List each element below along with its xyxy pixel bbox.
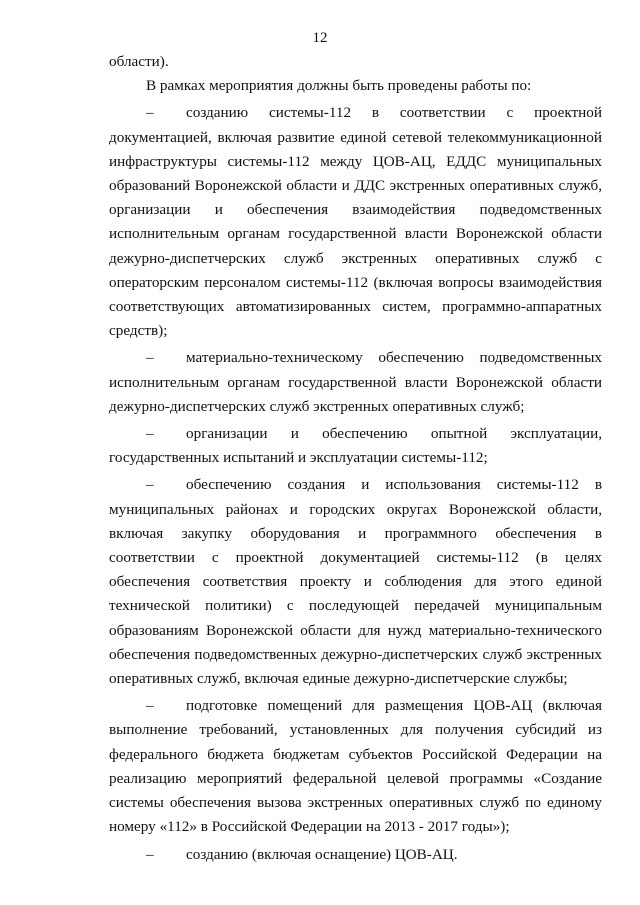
list-item-center-creation <box>109 843 602 867</box>
dash-marker: – <box>146 104 154 122</box>
list-item-text: обеспечению создания и использования системы-112 в муниципальных районах и городских округах Воронежской области, включая закупку оборудования и программного обеспечения в соответствии с проектной документацией системы-112 (в целях обеспечения соответствия проекту и соблюдения для этого единой технической политики) с последующей передачей муниципальным образованиям Воронежской области для нужд материально-технического обеспечения подведомственных дежурно-диспетчерских служб экстренных оперативных служб, включая единые дежурно-диспетчерские службы; <box>109 476 602 688</box>
list-item-text: организации и обеспечению опытной эксплуатации, государственных испытаний и эксплуатации системы-112; <box>109 425 602 467</box>
dash-marker: – <box>146 425 154 443</box>
list-item-text: созданию (включая оснащение) ЦОВ-АЦ. <box>186 845 458 863</box>
list-item-municipal-usage <box>109 473 602 691</box>
dash-marker: – <box>146 845 154 863</box>
list-item-text: подготовке помещений для размещения ЦОВ-АЦ (включая выполнение требований, установленных для получения субсидий из федерального бюджета бюджетам субъектов Российской Федерации на реализацию мероприятий федеральной целевой программы «Создание системы обеспечения вызова экстренных оперативных служб по единому номеру «112» в Российской Федерации на 2013 - 2017 годы»); <box>109 697 602 836</box>
dash-marker: – <box>146 476 154 494</box>
list-item-text: созданию системы-112 в соответствии с проектной документацией, включая развитие единой сетевой телекоммуникационной инфраструктуры системы-112 между ЦОВ-АЦ, ЕДДС муниципальных образований Воронежской области и ДДС экстренных оперативных служб, организации и обеспечения взаимодействия подведомственных исполнительным органам государственной власти Воронежской области дежурно-диспетчерских служб экстренных оперативных служб с операторским персоналом системы-112 (включая вопросы взаимодействия соответствующих автоматизированных систем, программно-аппаратных средств); <box>109 104 602 340</box>
list-item-material-support <box>109 346 602 419</box>
document-body <box>109 50 602 867</box>
list-item-premises-preparation <box>109 694 602 839</box>
list-item-text: материально-техническому обеспечению подведомственных исполнительным органам государственной власти Воронежской области дежурно-диспетчерских служб экстренных оперативных служб; <box>109 349 602 415</box>
paragraph-lead: области). <box>109 53 169 70</box>
list-item-system-creation <box>109 101 602 343</box>
list-item-trial-operation <box>109 422 602 470</box>
page-number: 12 <box>312 30 328 46</box>
dash-marker: – <box>146 697 154 715</box>
dash-marker: – <box>146 349 154 367</box>
paragraph-intro: В рамках мероприятия должны быть проведены работы по: <box>146 77 532 95</box>
